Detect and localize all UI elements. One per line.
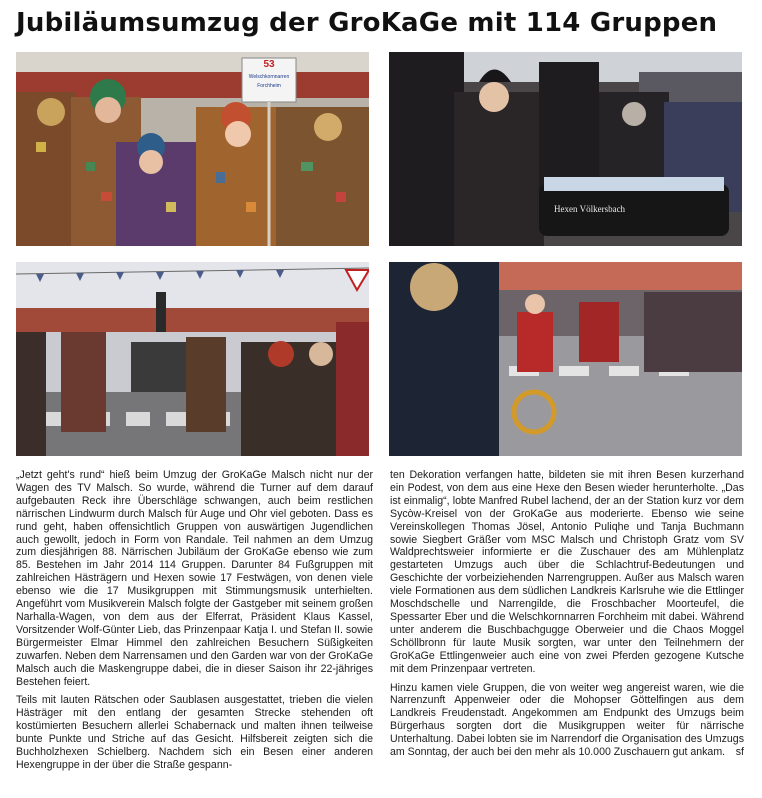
author-signoff: sf xyxy=(735,746,744,759)
article-paragraph: „Jetzt geht's rund“ hieß beim Umzug der GroKaGe Malsch nicht nur der Wagen des TV Malsch. So wurde, während die Turner auf dem darauf aufgebauten Reck ihre Überschläge schwangen, auch beim restlichen närrischen Lindwurm durch Malsch für Auge und Ohr viel geboten. Dass es rund geht, haben offensichtlich Gruppen von auswärtigen Jugendlichen auch gewollt, jedoch in Form von Randale. Teil nahmen an dem Umzug zum diesjährigen 88. Närrischen Jubiläum der GroKaGe ebenso wie zum 85. Bestehen im Jahr 2014 114 Gruppen. Darunter 84 Fußgruppen mit zahlreichen Hästrägern und Hexen sowie 17 Festwägen, von denen viele ebenso wie die 17 Musikgruppen mit Stimmungsmusik unterhielten. Angeführt vom Musikverein Malsch folgte der Gastgeber mit seinem großen Narhalla-Wagen, von dem aus der Elferrat, Präsident Klaus Kassel, Vorsitzender Wolf-Günter Lieb, das Prinzenpaar Katja I. und Stefan II. sowie Bürgermeister Elmar Himmel den zahlreichen Besuchern Süßigkeiten zuwarfen. Neben dem Narrensamen und den Garden war von der GroKaGe Malsch auch die Maskengruppe dabei, die in dieser Saison ihr 22-jähriges Bestehen feiert. xyxy=(16,469,373,688)
article-paragraph: Teils mit lauten Rätschen oder Saublasen ausgestattet, trieben die vielen Hästräger mit den entlang der gesamten Strecke stehenden oft kostümierten Besuchern allerlei Schabernack und malten ihnen teilweise bunte Punkte und Striche auf das Gesicht. Hilfsbereit zeigten sich die Buchholzhexen Schielberg. Nachdem sich ein Besen einer anderen Hexengruppe in der über die Straße gespann- xyxy=(16,694,373,771)
paragraph-text: Hinzu kamen viele Gruppen, die von weiter weg angereist waren, wie die Narrenzunft Appenweier oder die Mohopser Göttelfingen aus dem Landkreis Freudenstadt. Angekommen am Endpunkt des Umzugs beim Bürgerhaus sorgten dort die Musikgruppen weiter für närrische Unterhaltung. Dabei lobten sie im Narrendorf die Organisation des Umzugs am Sonntag, der auch bei den mehr als 10.000 Zuschauern gut ankam. xyxy=(390,681,744,759)
photo-parade-crossing xyxy=(16,262,369,456)
photo-cyclist xyxy=(389,262,742,456)
article-paragraph xyxy=(390,682,744,759)
photo-witches-cart xyxy=(389,52,742,246)
article-headline: Jubiläumsumzug der GroKaGe mit 114 Gruppen xyxy=(16,8,718,38)
sign-line2: Forchheim xyxy=(257,83,281,89)
wagon-label: Hexen Völkersbach xyxy=(554,204,626,214)
article-column-left xyxy=(16,469,373,778)
article-column-right xyxy=(390,469,744,765)
photo-costumed-group xyxy=(16,52,369,246)
sign-number: 53 xyxy=(263,59,275,70)
sign-line1: Welschkornnarren xyxy=(248,74,290,80)
article-paragraph: ten Dekoration verfangen hatte, bildeten sie mit ihren Besen kurzerhand ein Podest, von dem aus eine Hexe den Besen wieder herunterholte. „Das ist einmalig“, lobte Manfred Rubel lachend, der an der Station kurz vor dem Sycòw-Kreisel von der GroKaGe aus moderierte. Ebenso wie seine Vereinskollegen Thomas Jösel, Antonio Puliqhe und Tanja Buchmann sowie Siegbert Gräßer vom MSC Malsch und Christoph Gratz vom SV Waldprechtsweier informierte er die Zuschauer des am Mühlenplatz gestarteten Umzugs auch über die Schlachtruf-Bedeutungen und Geschichte der vorbeiziehenden Narrengruppen. Außer aus Malsch waren viele Formationen aus dem südlichen Landkreis Karlsruhe wie die Ettlinger Moschdschelle und Narrengilde, die Froschbacher Moorteufel, die Spessarter Eber und die Welschkornnarren Forchheim mit dabei. Während unter anderem die Buschbachgugge Oberweier und die Chaos Moggel Schöllbronn für laute Musik sorgten, war unter den Teilnehmern der GroKaGe Ettlingenweier auch eine von zwei Pferden gezogene Kutsche mit dem Prinzenpaar vertreten. xyxy=(390,469,744,675)
